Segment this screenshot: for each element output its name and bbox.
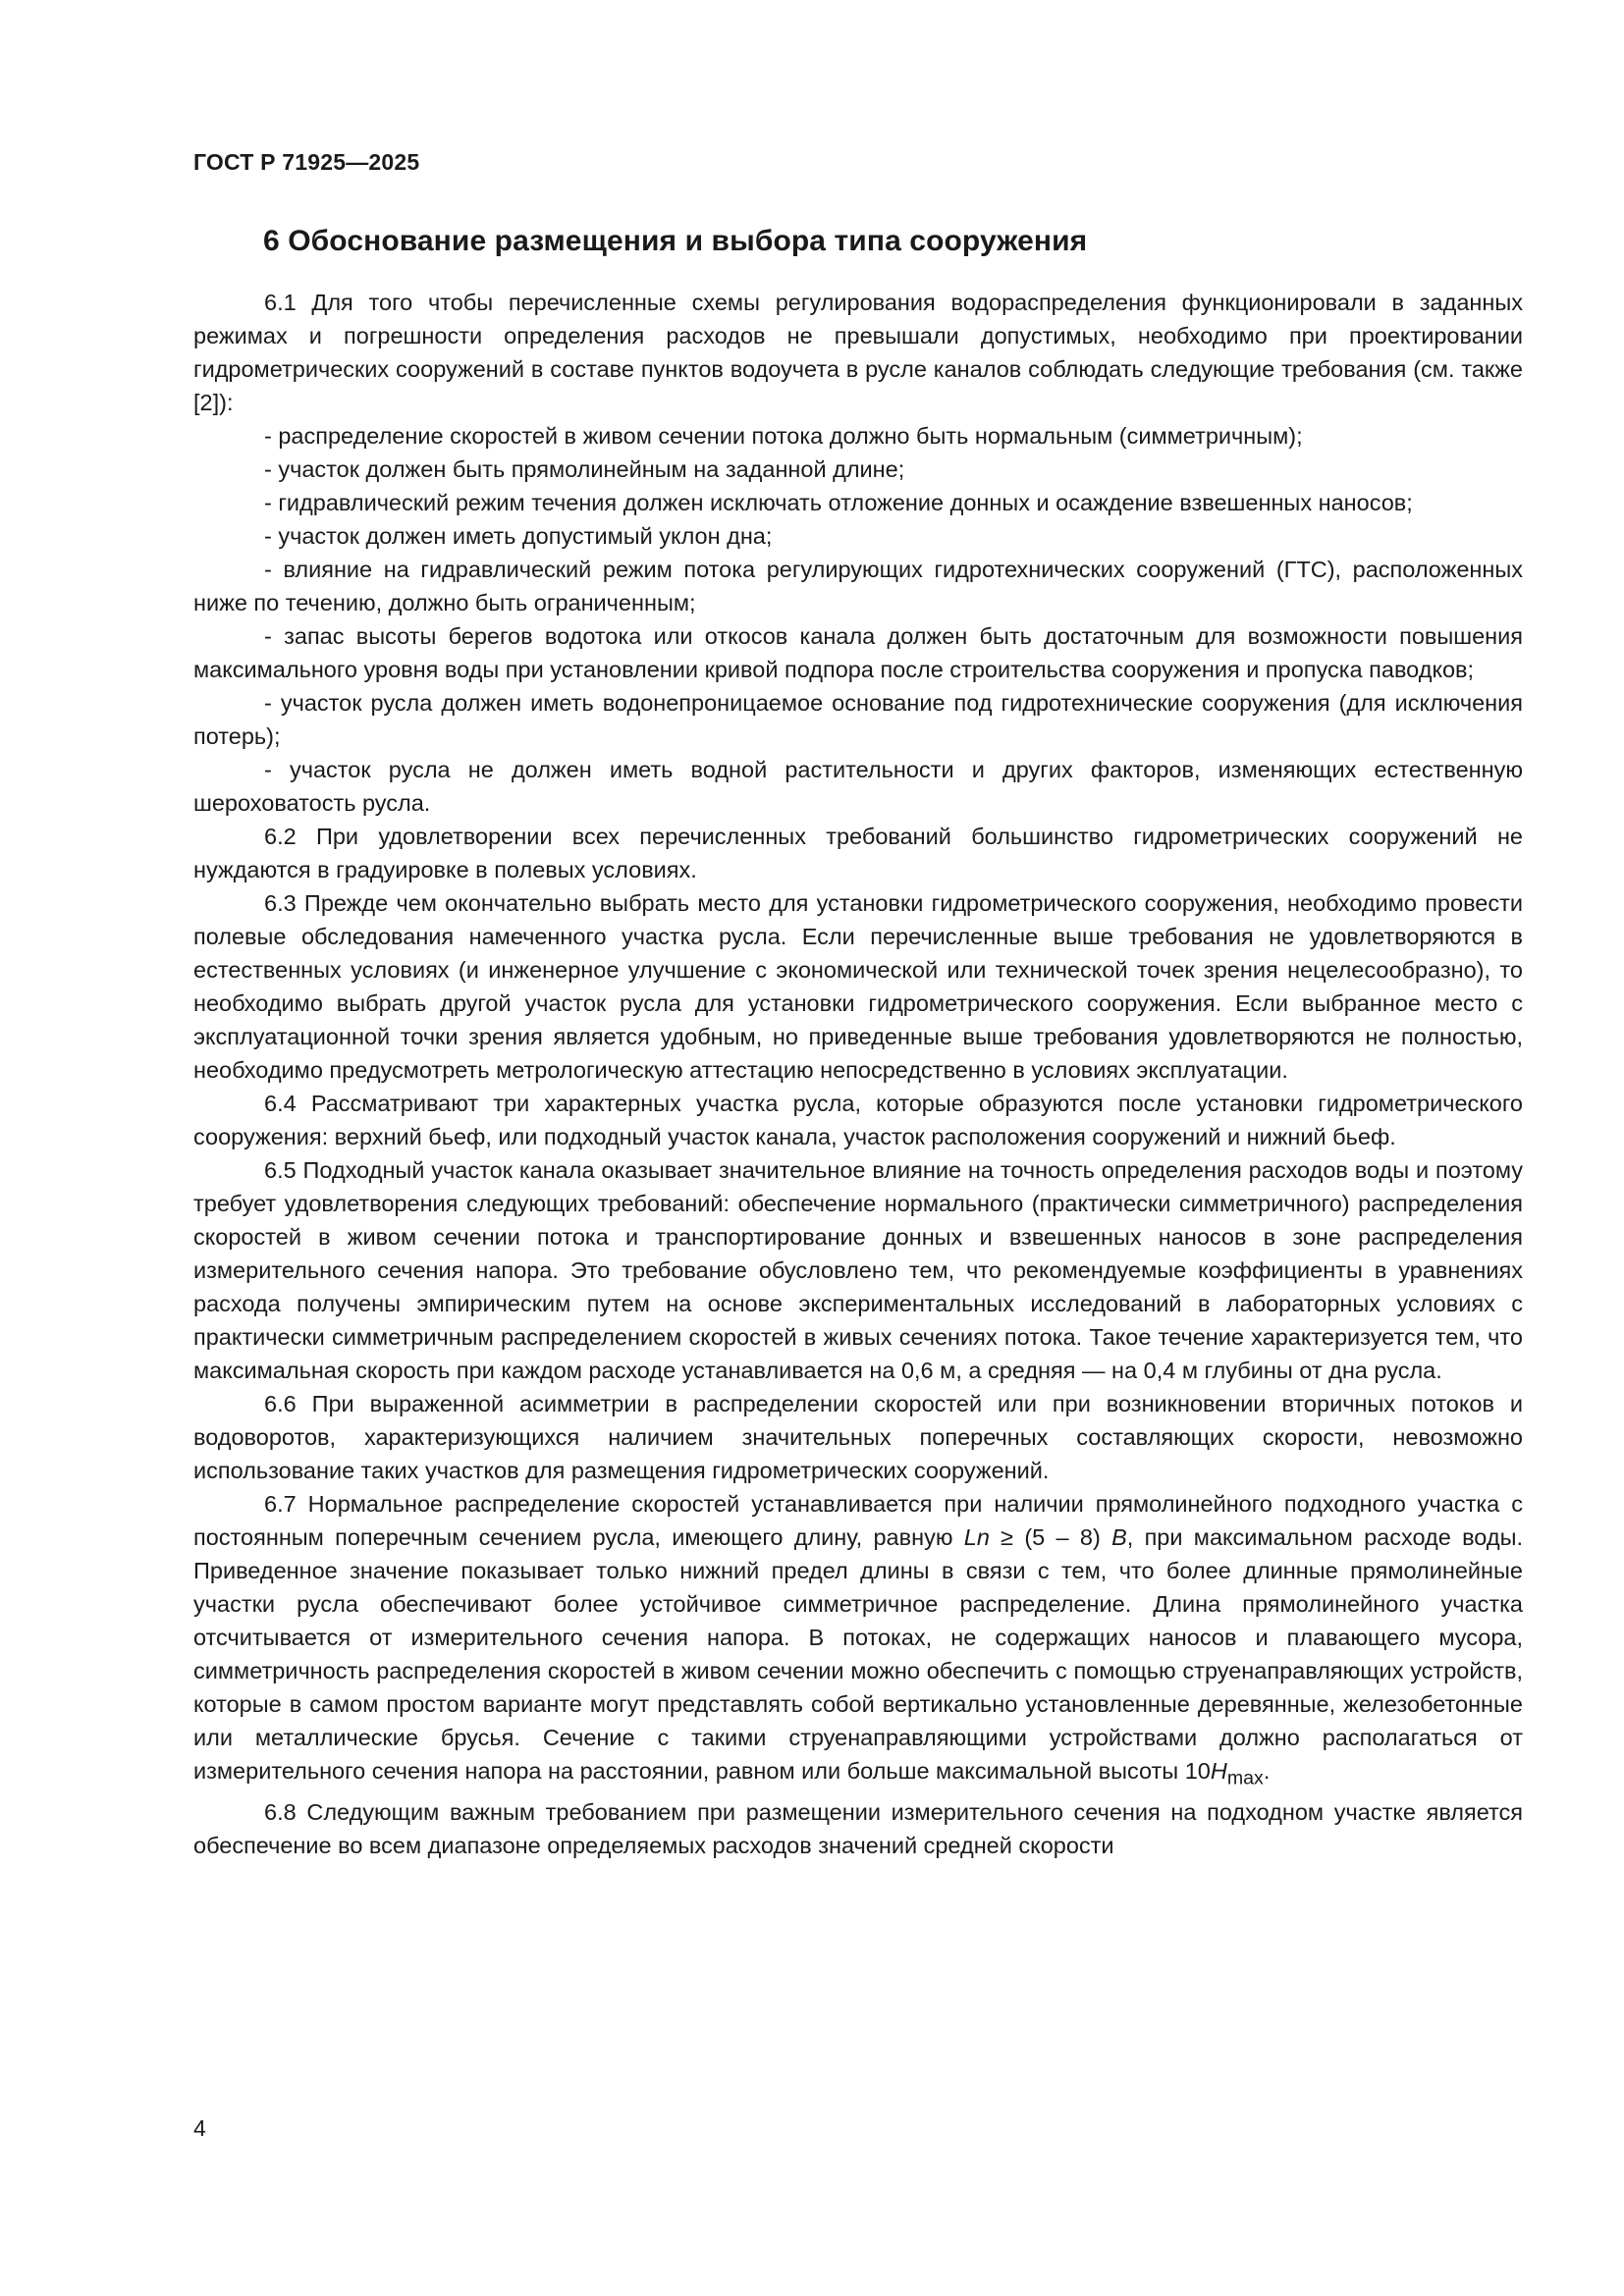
paragraph-6-7-part-4: . (1263, 1758, 1271, 1784)
paragraph-6-7-part-3: , при максимальном расходе воды. Приведенное значение показывает только нижний предел длины в связи с тем, что более длинные прямолинейные участки русла обеспечивают более устойчивое симметричное распределение. Длина прямолинейного участка отсчитывается от измерительного сечения напора. В потоках, не содержащих наносов и плавающего мусора, симметричность распределения скоростей в живом сечении можно обеспечить с помощью струенаправляющих устройств, которые в самом простом варианте могут представлять собой вертикально установленные деревянные, железобетонные или металлические брусья. Сечение с такими струенаправляющими устройствами должно располагаться от измерительного сечения напора на расстоянии, равном или больше максимальной высоты 10 (193, 1524, 1523, 1784)
paragraph-6-2: 6.2 При удовлетворении всех перечисленных требований большинство гидрометрических сооружений не нуждаются в градуировке в полевых условиях. (193, 824, 1523, 882)
paragraph-6-6: 6.6 При выраженной асимметрии в распределении скоростей или при возникновении вторичных потоков и водоворотов, характеризующихся наличием значительных поперечных составляющих скорости, невозможно использование таких участков для размещения гидрометрических сооружений. (193, 1391, 1523, 1483)
paragraph-6-7-part-1: 6.7 Нормальное распределение скоростей устанавливается при наличии прямолинейного подходного участка с постоянным поперечным сечением русла, имеющего длину, равную (193, 1491, 1523, 1550)
paragraph-6-3: 6.3 Прежде чем окончательно выбрать место для установки гидрометрического сооружения, необходимо провести полевые обследования намеченного участка русла. Если перечисленные выше требования не удовлетворяются в естественных условиях (и инженерное улучшение с экономической или технической точек зрения нецелесообразно), то необходимо выбрать другой участок русла для установки гидрометрического сооружения. Если выбранное место с эксплуатационной точки зрения является удобным, но приведенные выше требования удовлетворяются не полностью, необходимо предусмотреть метрологическую аттестацию непосредственно в условиях эксплуатации. (193, 890, 1523, 1083)
list-item: - участок должен иметь допустимый уклон дна; (193, 519, 1523, 553)
list-item: - гидравлический режим течения должен исключать отложение донных и осаждение взвешенных наносов; (193, 486, 1523, 519)
list-item: - влияние на гидравлический режим потока регулирующих гидротехнических сооружений (ГТС), расположенных ниже по течению, должно быть ограниченным; (193, 553, 1523, 619)
document-body (193, 286, 1523, 1862)
paragraph-6-1: 6.1 Для того чтобы перечисленные схемы регулирования водораспределения функционировали в заданных режимах и погрешности определения расходов не превышали допустимых, необходимо при проектировании гидрометрических сооружений в составе пунктов водоучета в русле каналов соблюдать следующие требования (см. также [2]): (193, 290, 1523, 415)
variable-b: B (1111, 1524, 1127, 1550)
requirements-list (193, 419, 1523, 820)
section-title: 6 Обоснование размещения и выбора типа сооружения (263, 225, 1088, 257)
document-code-header: ГОСТ Р 71925—2025 (193, 149, 420, 175)
paragraph-6-7-part-2: ≥ (5 – 8) (989, 1524, 1112, 1550)
list-item: - участок русла не должен иметь водной растительности и других факторов, изменяющих естественную шероховатость русла. (193, 753, 1523, 820)
subscript-max: max (1226, 1767, 1264, 1789)
page-number: 4 (193, 2115, 206, 2141)
paragraph-6-5: 6.5 Подходный участок канала оказывает значительное влияние на точность определения расходов воды и поэтому требует удовлетворения следующих требований: обеспечение нормального (практически симметричного) распределения скоростей в живом сечении потока и транспортирование донных и взвешенных наносов в зоне распределения измерительного сечения напора. Это требование обусловлено тем, что рекомендуемые коэффициенты в уравнениях расхода получены эмпирическим путем на основе экспериментальных исследований в лабораторных условиях с практически симметричным распределением скоростей в живых сечениях потока. Такое течение характеризуется тем, что максимальная скорость при каждом расходе устанавливается на 0,6 м, а средняя — на 0,4 м глубины от дна русла. (193, 1157, 1523, 1383)
variable-ln: Ln (963, 1524, 990, 1550)
paragraph-6-8: 6.8 Следующим важным требованием при размещении измерительного сечения на подходном участке является обеспечение во всем диапазоне определяемых расходов значений средней скорости (193, 1798, 1523, 1858)
list-item: - запас высоты берегов водотока или откосов канала должен быть достаточным для возможности повышения максимального уровня воды при установлении кривой подпора после строительства сооружения и пропуска паводков; (193, 619, 1523, 686)
list-item: - участок русла должен иметь водонепроницаемое основание под гидротехнические сооружения (для исключения потерь); (193, 686, 1523, 753)
paragraph-6-7 (193, 1487, 1523, 1795)
paragraph-6-4: 6.4 Рассматривают три характерных участка русла, которые образуются после установки гидрометрического сооружения: верхний бьеф, или подходный участок канала, участок расположения сооружений и нижний бьеф. (193, 1091, 1523, 1149)
list-item: - распределение скоростей в живом сечении потока должно быть нормальным (симметричным); (193, 419, 1523, 453)
variable-h: H (1210, 1758, 1227, 1784)
list-item: - участок должен быть прямолинейным на заданной длине; (193, 453, 1523, 486)
